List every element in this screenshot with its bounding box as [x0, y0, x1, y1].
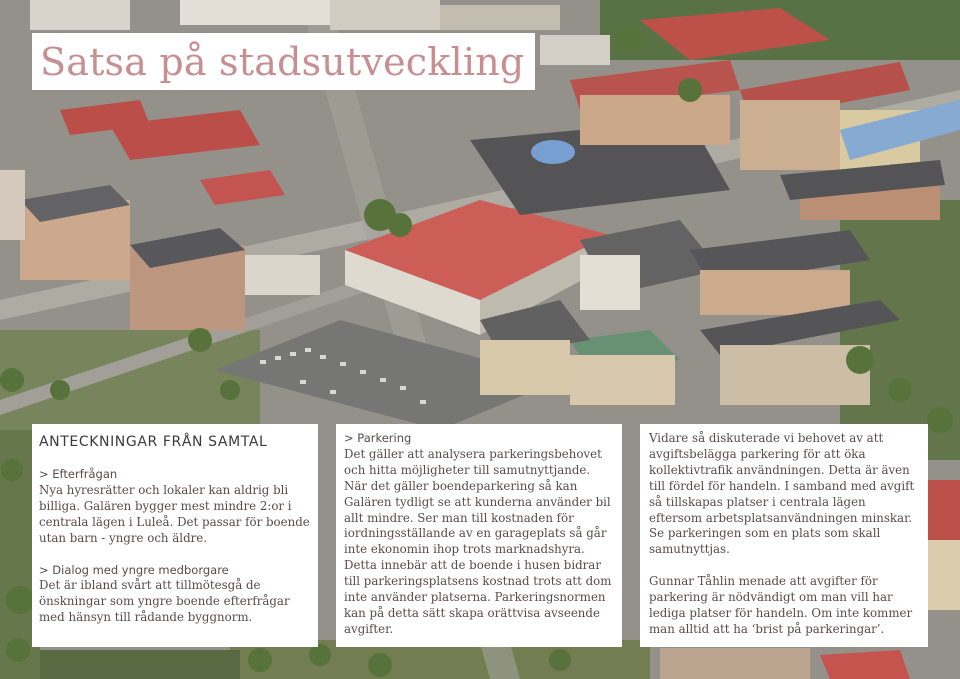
efterfragan-text: Nya hyresrätter och lokaler kan aldrig bli billiga. Galären bygger mest mindre 2:or i centrala lägen i Luleå. Det passar för boende utan barn - yngre och äldre.: [39, 482, 310, 545]
dialog-text: Det är ibland svårt att tillmötesgå de önskningar som yngre boende efterfrågar med hänsyn till rådande byggnorm.: [39, 578, 290, 625]
efterfragan-heading: > Efterfrågan: [39, 467, 118, 481]
notes-column-1: [32, 424, 318, 647]
parkering-text: Det gäller att analysera parkeringsbehovet och hitta möjligheter till samutnyttjande. När det gäller boendeparkering så kan Galären tydligt se att kunderna använder bil allt mindre. Ser man till kostnaden för iordningsställande av en garageplats så går inte ekonomin ihop trots marknadshyra. Detta innebär att de boende i husen bidrar till parkeringsplatsens kostnad trots att dom inte använder platserna. Parkeringsnormen kan på detta sätt skapa orättvisa avseende avgifter.: [344, 446, 612, 636]
section-heading: ANTECKNINGAR FRÅN SAMTAL: [39, 434, 268, 450]
parkering-heading: > Parkering: [344, 431, 412, 445]
title-banner: [32, 33, 535, 90]
notes-column-3: [640, 424, 928, 647]
notes-column-2: [336, 424, 622, 647]
page-title: Satsa på stadsutveckling: [40, 40, 525, 84]
tahlin-quote-text: Gunnar Tåhlin menade att avgifter för parkering är nödvändigt om man vill har lediga platser för handeln. Om inte kommer man alltid att ha ‘brist på parkeringar’.: [649, 574, 913, 636]
avgift-text: Vidare så diskuterade vi behovet av att avgiftsbelägga parkering för att öka kollektivtrafik användningen. Detta är även till fördel för handeln. I samband med avgift så tillskapas platser i centrala lägen eftersom arbetsplatsanvändningen minskar. Se parkeringen som en plats som skall samutnyttjas.: [649, 431, 915, 557]
dialog-heading: > Dialog med yngre medborgare: [39, 562, 229, 577]
